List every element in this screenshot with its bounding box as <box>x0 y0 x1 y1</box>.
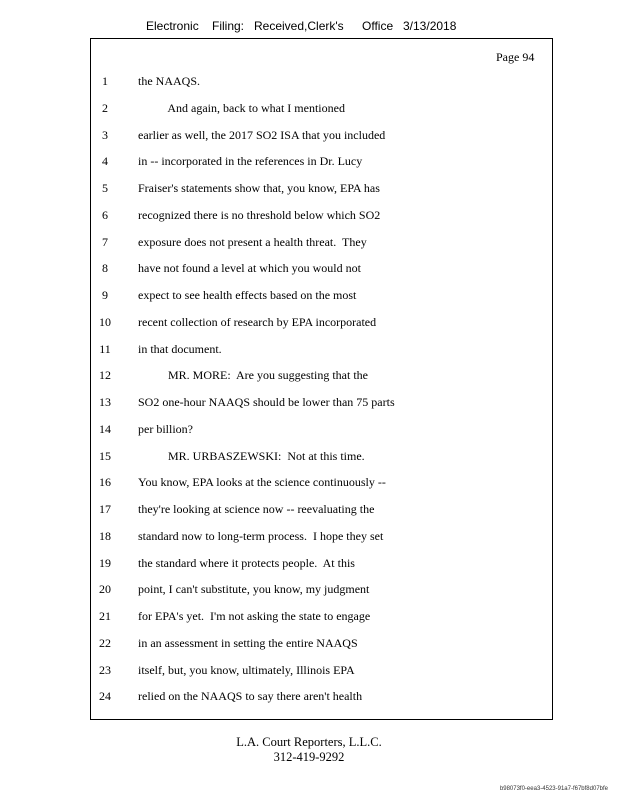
line-text: MR. URBASZEWSKI: Not at this time. <box>138 448 365 463</box>
line-number: 20 <box>99 582 111 597</box>
transcript-line <box>0 208 618 226</box>
line-text: itself, but, you know, ultimately, Illinois EPA <box>138 662 355 677</box>
transcript-line <box>0 342 618 360</box>
line-text: SO2 one-hour NAAQS should be lower than 75 parts <box>138 395 395 409</box>
line-number: 21 <box>99 609 111 623</box>
line-text: per billion? <box>138 421 193 436</box>
line-number: 18 <box>99 528 111 543</box>
line-number: 19 <box>99 555 111 570</box>
transcript-line <box>0 475 618 493</box>
line-text: in -- incorporated in the references in Dr. Lucy <box>138 154 363 169</box>
transcript-line <box>0 449 618 467</box>
transcript-line <box>0 235 618 253</box>
transcript-line <box>0 636 618 654</box>
filing-stamp-part: Filing: <box>212 19 245 33</box>
court-reporter-name: L.A. Court Reporters, L.L.C. <box>236 735 382 749</box>
transcript-line <box>0 556 618 574</box>
line-text: have not found a level at which you would not <box>138 261 361 276</box>
transcript-line <box>0 315 618 333</box>
transcript-line <box>0 395 618 413</box>
line-text: recent collection of research by EPA incorporated <box>138 314 377 329</box>
transcript-line <box>0 689 618 707</box>
line-number: 16 <box>99 475 111 490</box>
line-number: 10 <box>99 314 111 329</box>
filing-stamp-part: Received,Clerk's <box>254 19 344 33</box>
line-text: earlier as well, the 2017 SO2 ISA that you included <box>138 127 386 142</box>
line-number: 15 <box>99 448 111 463</box>
transcript-line <box>0 181 618 199</box>
transcript-line <box>0 154 618 172</box>
line-number: 11 <box>99 341 111 356</box>
line-text: You know, EPA looks at the science continuously -- <box>138 475 386 490</box>
transcript-line <box>0 288 618 306</box>
line-number: 8 <box>102 261 108 276</box>
line-number: 6 <box>102 207 108 222</box>
line-number: 14 <box>99 421 111 436</box>
line-text: for EPA's yet. I'm not asking the state to engage <box>138 609 371 623</box>
line-text: And again, back to what I mentioned <box>138 100 345 115</box>
line-text: relied on the NAAQS to say there aren't health <box>138 689 363 704</box>
transcript-line <box>0 261 618 279</box>
filing-stamp-part: 3/13/2018 <box>403 19 457 33</box>
court-reporter-phone: 312-419-9292 <box>273 750 345 764</box>
transcript-line <box>0 128 618 146</box>
document-hash: b98073f0-eea3-4523-91a7-f67bf8d07bfe <box>499 786 608 792</box>
line-text: exposure does not present a health threat. They <box>138 234 367 249</box>
page-number: Page 94 <box>496 50 535 64</box>
line-text: point, I can't substitute, you know, my judgment <box>138 582 370 597</box>
line-number: 2 <box>102 100 108 115</box>
line-number: 24 <box>99 689 111 704</box>
line-number: 17 <box>99 502 111 516</box>
line-number: 5 <box>102 181 108 195</box>
line-text: recognized there is no threshold below which SO2 <box>138 207 381 222</box>
line-text: the NAAQS. <box>138 74 200 88</box>
transcript-line <box>0 663 618 681</box>
filing-stamp-header <box>0 19 618 37</box>
transcript-line <box>0 582 618 600</box>
transcript-line <box>0 422 618 440</box>
filing-stamp-part: Electronic <box>146 19 199 33</box>
line-text: in that document. <box>138 341 222 356</box>
line-number: 3 <box>102 127 108 142</box>
line-number: 12 <box>99 368 111 383</box>
line-number: 9 <box>102 288 108 302</box>
transcript-line <box>0 609 618 627</box>
line-number: 4 <box>102 154 108 169</box>
line-text: Fraiser's statements show that, you know, EPA has <box>138 181 380 195</box>
line-text: standard now to long-term process. I hope they set <box>138 528 384 543</box>
line-text: MR. MORE: Are you suggesting that the <box>138 368 368 383</box>
line-text: in an assessment in setting the entire NAAQS <box>138 635 358 650</box>
line-text: they're looking at science now -- reevaluating the <box>138 502 375 516</box>
line-text: the standard where it protects people. At this <box>138 555 355 570</box>
line-number: 22 <box>99 635 111 650</box>
transcript-line <box>0 502 618 520</box>
line-number: 23 <box>99 662 111 677</box>
transcript-line <box>0 529 618 547</box>
filing-stamp-part: Office <box>362 19 394 33</box>
line-text: expect to see health effects based on the most <box>138 288 357 302</box>
line-number: 7 <box>102 234 108 249</box>
transcript-line <box>0 368 618 386</box>
transcript-line <box>0 74 618 92</box>
line-number: 1 <box>102 74 108 88</box>
line-number: 13 <box>99 395 111 409</box>
transcript-line <box>0 101 618 119</box>
